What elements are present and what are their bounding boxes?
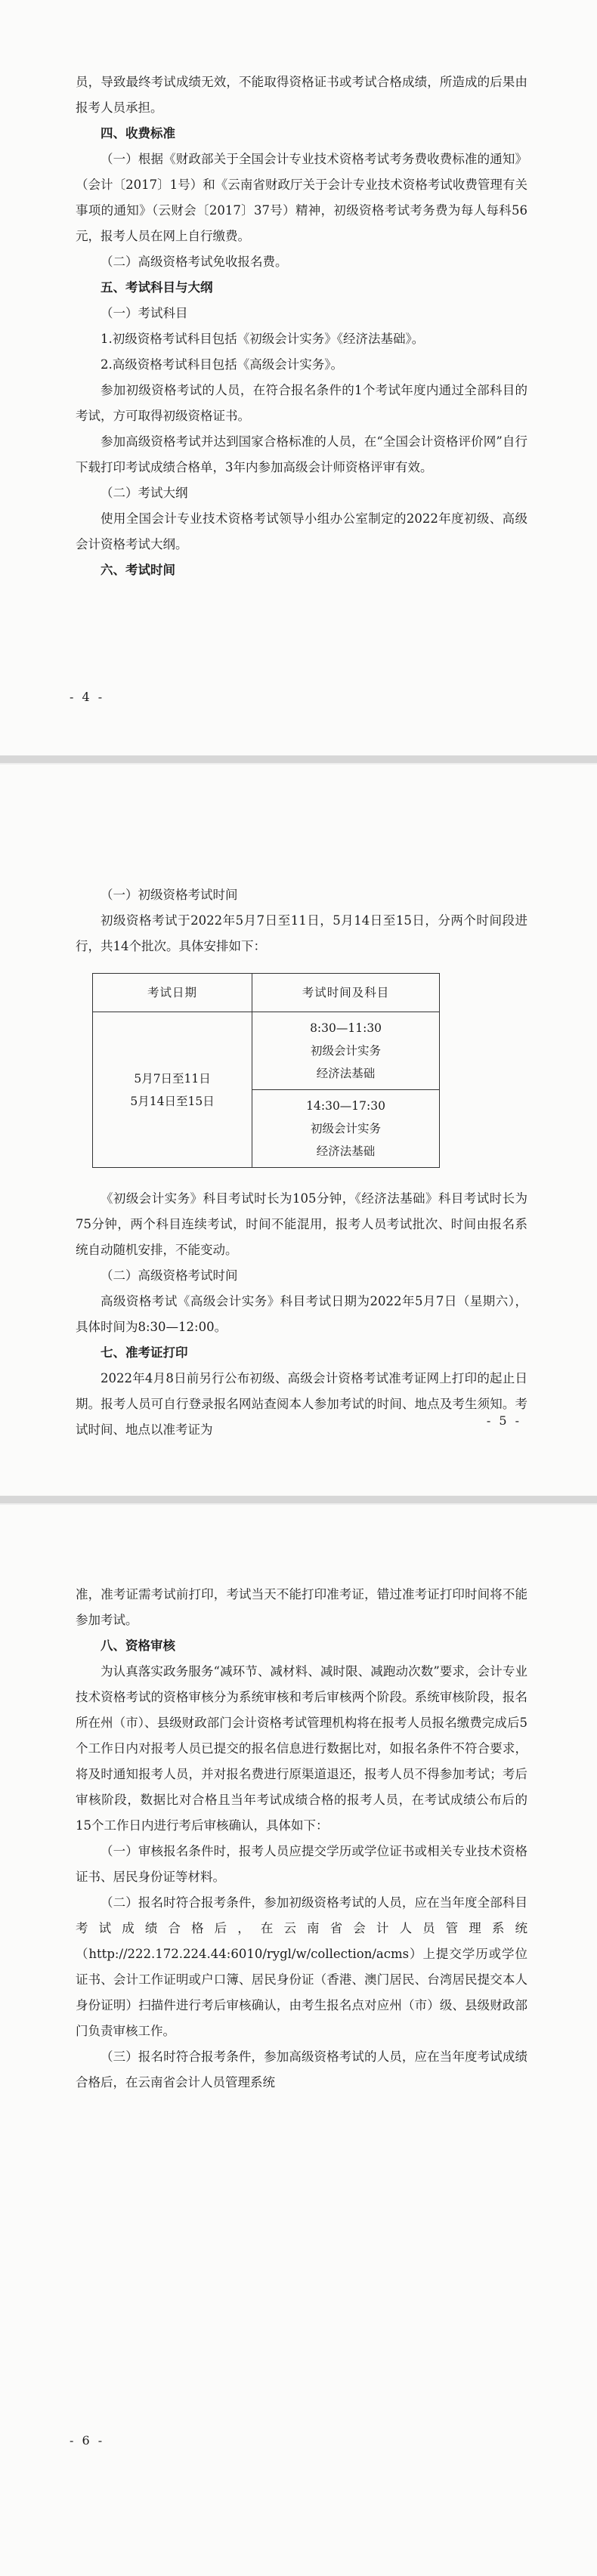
paragraph: 初级资格考试于2022年5月7日至11日，5月14日至15日，分两个时间段进行，共14个批次。具体安排如下：	[76, 913, 527, 953]
date-range-2: 5月14日至15日	[130, 1094, 215, 1108]
document-page-6	[0, 1505, 597, 2576]
section-heading: （一）初级资格考试时间	[101, 888, 238, 902]
paragraph: 2022年4月8日前另行公布初级、高级会计资格考试准考证网上打印的起止日期。报考人员可自行登录报名网站查阅本人参加考试的时间、地点及考生须知。考试时间、地点以准考证为	[76, 1371, 527, 1437]
page-4-body	[76, 69, 527, 583]
paragraph: （一）根据《财政部关于全国会计专业技术资格考试考务费收费标准的通知》（会计〔2017〕1号）和《云南省财政厅关于会计专业技术资格考试收费管理有关事项的通知》（云财会〔2017〕37号）精神，初级资格考试考务费为每人每科56元，报考人员在网上自行缴费。	[76, 152, 527, 243]
slot-subject: 初级会计实务	[311, 1044, 382, 1058]
slot-time: 8:30—11:30	[310, 1021, 382, 1035]
subsection-heading: （一）考试科目	[101, 306, 188, 320]
date-range-1: 5月7日至11日	[134, 1071, 211, 1086]
section-heading: 八、资格审核	[101, 1639, 175, 1653]
slot-subject: 经济法基础	[316, 1144, 376, 1158]
paragraph: 《初级会计实务》科目考试时长为105分钟，《经济法基础》科目考试时长为75分钟，两个科目连续考试，时间不能混用，报考人员考试批次、时间由报名系统自动随机安排，不能变动。	[76, 1191, 527, 1257]
paragraph: 参加初级资格考试的人员，在符合报名条件的1个考试年度内通过全部科目的考试，方可取得初级资格证书。	[76, 383, 527, 423]
paragraph: 员，导致最终考试成绩无效，不能取得资格证书或考试合格成绩，所造成的后果由报考人员承担。	[76, 75, 527, 115]
page-divider	[0, 1496, 597, 1503]
page-number: - 4 -	[70, 690, 105, 704]
paragraph: 为认真落实政务服务“减环节、减材料、减时限、减跑动次数”要求，会计专业技术资格考试的资格审核分为系统审核和考后审核两个阶段。系统审核阶段，报名所在州（市）、县级财政部门会计资格考试管理机构将在报考人员报名缴费完成后5个工作日内对报考人员已提交的报名信息进行数据比对，如报名条件不符合要求，将及时通知报考人员，并对报名费进行原渠道退还，报考人员不得参加考试；考后审核阶段，数据比对合格且当年考试成绩合格的报考人员，在考试成绩公布后的15个工作日内进行考后审核确认，具体如下：	[76, 1664, 527, 1833]
section-heading: 五、考试科目与大纲	[101, 280, 213, 295]
table-header-time-subject: 考试时间及科目	[252, 974, 440, 1012]
section-heading: 七、准考证打印	[101, 1345, 188, 1360]
paragraph: 使用全国会计专业技术资格考试领导小组办公室制定的2022年度初级、高级会计资格考试大纲。	[76, 511, 527, 551]
slot-time: 14:30—17:30	[306, 1099, 385, 1113]
subsection-heading: （二）高级资格考试时间	[101, 1268, 238, 1283]
subsection-heading: （二）考试大纲	[101, 486, 188, 500]
page-6-body	[76, 1582, 527, 2096]
slot-subject: 初级会计实务	[311, 1122, 382, 1135]
table-cell-afternoon	[252, 1090, 440, 1168]
page-number: - 6 -	[70, 2433, 105, 2448]
paragraph: 准，准考证需考试前打印，考试当天不能打印准考证，错过准考证打印时间将不能参加考试。	[76, 1587, 527, 1627]
paragraph: 2.高级资格考试科目包括《高级会计实务》。	[101, 357, 343, 372]
section-heading: 六、考试时间	[101, 563, 175, 577]
table-cell-dates	[93, 1012, 252, 1168]
paragraph: （一）审核报名条件时，报考人员应提交学历或学位证书或相关专业技术资格证书、居民身份证等材料。	[76, 1844, 527, 1884]
paragraph: （三）报名时符合报考条件，参加高级资格考试的人员，应在当年度考试成绩合格后，在云南省会计人员管理系统	[76, 2049, 527, 2090]
paragraph: 参加高级资格考试并达到国家合格标准的人员，在“全国会计资格评价网”自行下载打印考试成绩合格单，3年内参加高级会计师资格评审有效。	[76, 434, 527, 474]
exam-schedule-table	[92, 973, 440, 1168]
paragraph: 1.初级资格考试科目包括《初级会计实务》《经济法基础》。	[101, 332, 425, 346]
page-5-body	[76, 1186, 527, 1443]
page-number: - 5 -	[486, 1413, 521, 1428]
document-page-4	[0, 0, 597, 755]
page-divider	[0, 755, 597, 763]
paragraph: （二）高级资格考试免收报名费。	[101, 255, 288, 269]
section-heading: 四、收费标准	[101, 126, 175, 141]
paragraph: （二）报名时符合报考条件，参加初级资格考试的人员，应在当年度全部科目考试成绩合格后，在云南省会计人员管理系统（http://222.172.224.44:6010/rygl/w/collection/acms）上提交学历或学位证书、会计工作证明或户口簿、居民身份证（香港、澳门居民、台湾居民提交本人身份证明）扫描件进行考后审核确认，由考生报名点对应州（市）级、县级财政部门负责审核工作。	[76, 1895, 527, 2038]
slot-subject: 经济法基础	[316, 1067, 376, 1080]
document-page-5	[0, 764, 597, 1496]
table-header-date: 考试日期	[93, 974, 252, 1012]
table-cell-morning	[252, 1012, 440, 1090]
paragraph: 高级资格考试《高级会计实务》科目考试日期为2022年5月7日（星期六），具体时间为8:30—12:00。	[76, 1294, 527, 1334]
